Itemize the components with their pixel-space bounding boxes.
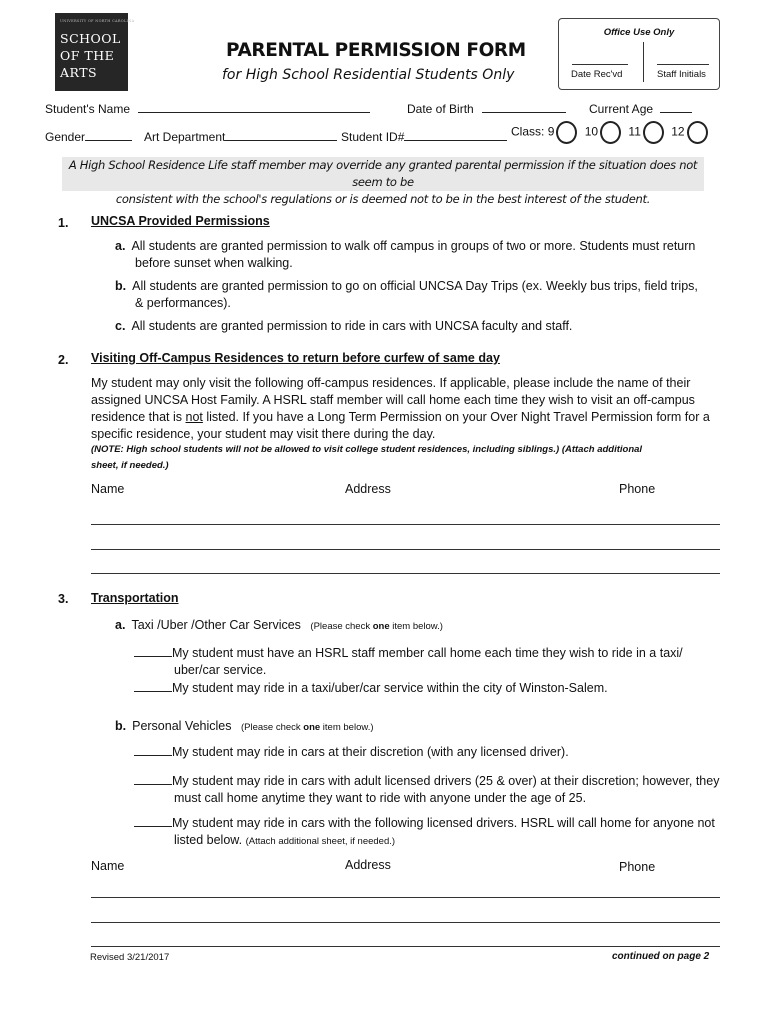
logo-line-2: OF THE [60,48,115,63]
current-age-input[interactable] [660,101,692,113]
class-10-circle[interactable] [600,121,621,144]
item-b-line-1: All students are granted permission to go on official UNCSA Day Trips (ex. Weekly bus trips, field trips, [132,279,698,293]
section-2-para-line-3 [91,409,721,426]
section-3-number: 3. [58,592,69,606]
office-divider [643,42,644,82]
section-3b-heading [115,718,374,736]
student-id-label: Student ID# [341,130,405,144]
section-3b-opt1-blank[interactable] [134,744,172,756]
student-id-field [341,129,507,144]
revised-date: Revised 3/21/2017 [90,952,170,963]
hint-pre: (Please check [310,621,373,632]
section-2-note-line-1: (NOTE: High school students will not be allowed to visit college student residences, including siblings.) (Attach additional [91,444,643,455]
art-department-field [144,129,337,144]
section-3a-option-1 [134,645,724,679]
form-title: PARENTAL PERMISSION FORM [226,40,526,61]
driver-line-1[interactable] [91,897,720,898]
para3-not: not [185,410,203,424]
logo-line-1: SCHOOL [60,31,121,46]
student-name-field [45,101,370,116]
class-option-10: 10 [584,124,599,139]
class-12-circle[interactable] [687,121,708,144]
hint-pre: (Please check [240,722,304,733]
section-3a-hint [310,621,443,632]
section-3a-text: Taxi /Uber /Other Car Services [131,618,301,632]
section-2-title: Visiting Off-Campus Residences to return before curfew of same day [91,351,500,365]
student-name-label: Student's Name [45,102,131,116]
section-2-paragraph [91,375,721,443]
section-3b-opt3-line-1: My student may ride in cars with the following licensed drivers. HSRL will call home for anyone not [172,816,715,830]
section-2-col-address: Address [345,482,391,496]
class-label: Class: [511,124,545,139]
staff-initials-label: Staff Initials [657,69,706,80]
section-3a-option-2 [134,680,724,697]
section-3b-text: Personal Vehicles [132,719,232,733]
continued-note: continued on page 2 [612,951,710,962]
form-subtitle: for High School Residential Students Only [222,67,515,83]
section-3-title: Transportation [91,591,179,605]
class-9-circle[interactable] [556,121,577,144]
section-3b-hint [241,722,374,733]
art-department-input[interactable] [225,129,337,141]
section-2-para-line-4: specific residence, your student may visit there during the day. [91,427,436,441]
item-c-line-1: All students are granted permission to ride in cars with UNCSA faculty and staff. [131,319,573,333]
section-1-title: UNCSA Provided Permissions [91,214,270,228]
section-2-col-name: Name [91,482,125,496]
class-option-11: 11 [628,124,641,139]
section-3b-opt3-hint: (Attach additional sheet, if needed.) [245,836,396,847]
section-2-note-line-2: sheet, if needed.) [91,460,169,471]
gender-input[interactable] [85,129,132,141]
section-3b-opt2-blank[interactable] [134,773,172,785]
class-option-12: 12 [671,124,685,139]
dob-input[interactable] [482,101,566,113]
section-3b-opt2-line-1: My student may ride in cars with adult licensed drivers (25 & over) at their discretion; however, they [172,774,720,788]
logo-line-3: ARTS [60,65,98,80]
section-3a-heading [115,617,443,635]
hint-post: item below.) [320,722,374,733]
section-3b-opt1-text: My student may ride in cars at their discretion (with any licensed driver). [172,745,569,759]
date-received-label: Date Rec'vd [571,69,623,80]
section-2-number: 2. [58,353,69,367]
section-3-col-name: Name [91,859,125,873]
driver-line-3[interactable] [91,946,720,947]
para3-part-a: residence that is [91,410,186,424]
section-3a-opt2-blank[interactable] [134,680,172,692]
section-2-para-line-2: assigned UNCSA Host Family. A HSRL staff member will call home each time they wish to visit an off-campus [91,393,695,407]
section-3a-opt1-blank[interactable] [134,645,172,657]
section-3b-opt3-blank[interactable] [134,815,172,827]
item-b-line-2: & performances). [135,296,231,310]
office-use-header: Office Use Only [603,27,675,38]
section-3a-label: a. [115,618,126,632]
hint-post: item below.) [389,621,443,632]
override-note-line-1: A High School Residence Life staff member may override any granted parental permission if the situation does not seem to be [68,158,698,189]
hint-bold: one [372,621,390,632]
item-c-label: c. [115,319,126,333]
section-1-number: 1. [58,216,69,230]
section-3b-opt3-line-2: listed below. [174,833,243,847]
override-note-line-2: consistent with the school's regulations or is deemed not to be in the best interest of the student. [115,192,651,206]
current-age-label: Current Age [589,102,654,116]
student-id-input[interactable] [404,129,507,141]
dob-label: Date of Birth [407,102,474,116]
office-use-box [558,18,720,90]
residence-line-3[interactable] [91,573,720,574]
section-3b-option-3 [134,815,729,850]
hint-bold: one [303,722,321,733]
residence-line-1[interactable] [91,524,720,525]
item-a-line-1: All students are granted permission to walk off campus in groups of two or more. Students must return [131,239,696,253]
logo-small-text: UNIVERSITY OF NORTH CAROLINA [60,19,135,23]
class-11-circle[interactable] [643,121,664,144]
art-department-label: Art Department [144,130,226,144]
gender-label: Gender [45,130,86,144]
section-3b-option-2 [134,773,729,807]
section-3b-option-1 [134,744,724,761]
dob-field [407,101,566,116]
staff-initials-line[interactable] [657,64,709,65]
student-name-input[interactable] [138,101,370,113]
section-1-item-a [115,238,715,272]
driver-line-2[interactable] [91,922,720,923]
date-received-line[interactable] [572,64,628,65]
class-field [511,121,712,144]
section-1-item-b [115,278,715,312]
section-2-col-phone: Phone [619,482,656,496]
section-3-col-address: Address [345,858,391,872]
section-3b-opt2-line-2: must call home anytime they want to ride with anyone under the age of 25. [174,791,587,805]
item-b-label: b. [115,279,127,293]
item-a-line-2: before sunset when walking. [135,256,293,270]
section-3b-label: b. [115,719,127,733]
section-1-item-c [115,318,715,335]
item-a-label: a. [115,239,126,253]
residence-line-2[interactable] [91,549,720,550]
school-logo [55,13,135,91]
section-3a-opt1-line-1: My student must have an HSRL staff member call home each time they wish to ride in a taxi/ [172,646,683,660]
current-age-field [589,101,692,116]
para3-part-c: listed. If you have a Long Term Permission on your Over Night Travel Permission form for a [202,410,710,424]
override-note [62,157,704,206]
section-3a-opt2-text: My student may ride in a taxi/uber/car service within the city of Winston-Salem. [172,681,608,695]
section-2-note [91,442,721,474]
gender-field [45,129,132,144]
class-option-9: 9 [547,124,555,139]
section-3-col-phone: Phone [619,860,656,874]
section-2-para-line-1: My student may only visit the following off-campus residences. If applicable, please include the name of their [91,376,691,390]
section-3a-opt1-line-2: uber/car service. [174,663,267,677]
